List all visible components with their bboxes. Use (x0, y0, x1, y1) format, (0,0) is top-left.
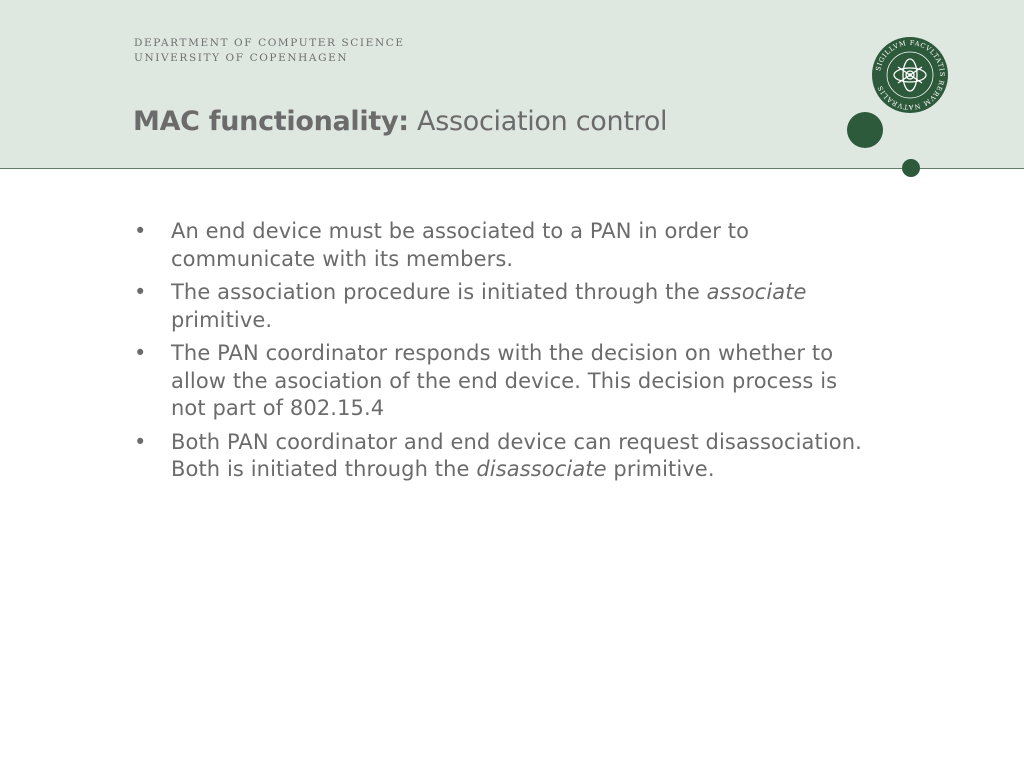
bullet-text-after: primitive. (606, 457, 715, 481)
bullet-item-3 (134, 340, 874, 423)
department-label (134, 36, 405, 66)
university-seal-icon (871, 36, 949, 114)
bullet-text: The PAN coordinator responds with the decision on whether to allow the asociation of the end device. This decision process is not part of 802.15.4 (171, 341, 838, 420)
bullet-marker: • (134, 219, 147, 243)
bullet-marker: • (134, 280, 147, 304)
bullet-marker: • (134, 341, 147, 365)
header-band (0, 0, 1024, 169)
bullet-italic-term: associate (706, 280, 807, 304)
department-line-2: UNIVERSITY OF COPENHAGEN (134, 52, 349, 64)
svg-text:SIGILLVM FACVLTATIS RERVM NATV: SIGILLVM FACVLTATIS RERVM NATVRALIS (874, 38, 947, 112)
bullet-text-after: primitive. (171, 307, 273, 332)
bullet-list (134, 218, 874, 490)
title-rest: Association control (408, 106, 668, 137)
bullet-text: The association procedure is initiated through the (171, 280, 707, 304)
bullet-italic-term: disassociate (476, 457, 607, 481)
bullet-marker: • (134, 429, 147, 454)
bullet-item-1 (134, 218, 874, 273)
bullet-item-2 (134, 279, 874, 334)
bullet-item-4 (134, 429, 874, 484)
slide-title (133, 106, 667, 137)
decorative-dot-small (902, 159, 920, 177)
department-line-1: DEPARTMENT OF COMPUTER SCIENCE (134, 37, 405, 49)
title-bold: MAC functionality: (133, 106, 409, 137)
decorative-dot-large (847, 112, 883, 148)
bullet-text: An end device must be associated to a PAN in order to communicate with its members. (171, 219, 750, 271)
bullet-text: Both PAN coordinator and end device can request disassociation. Both is initiated through the (171, 429, 862, 481)
